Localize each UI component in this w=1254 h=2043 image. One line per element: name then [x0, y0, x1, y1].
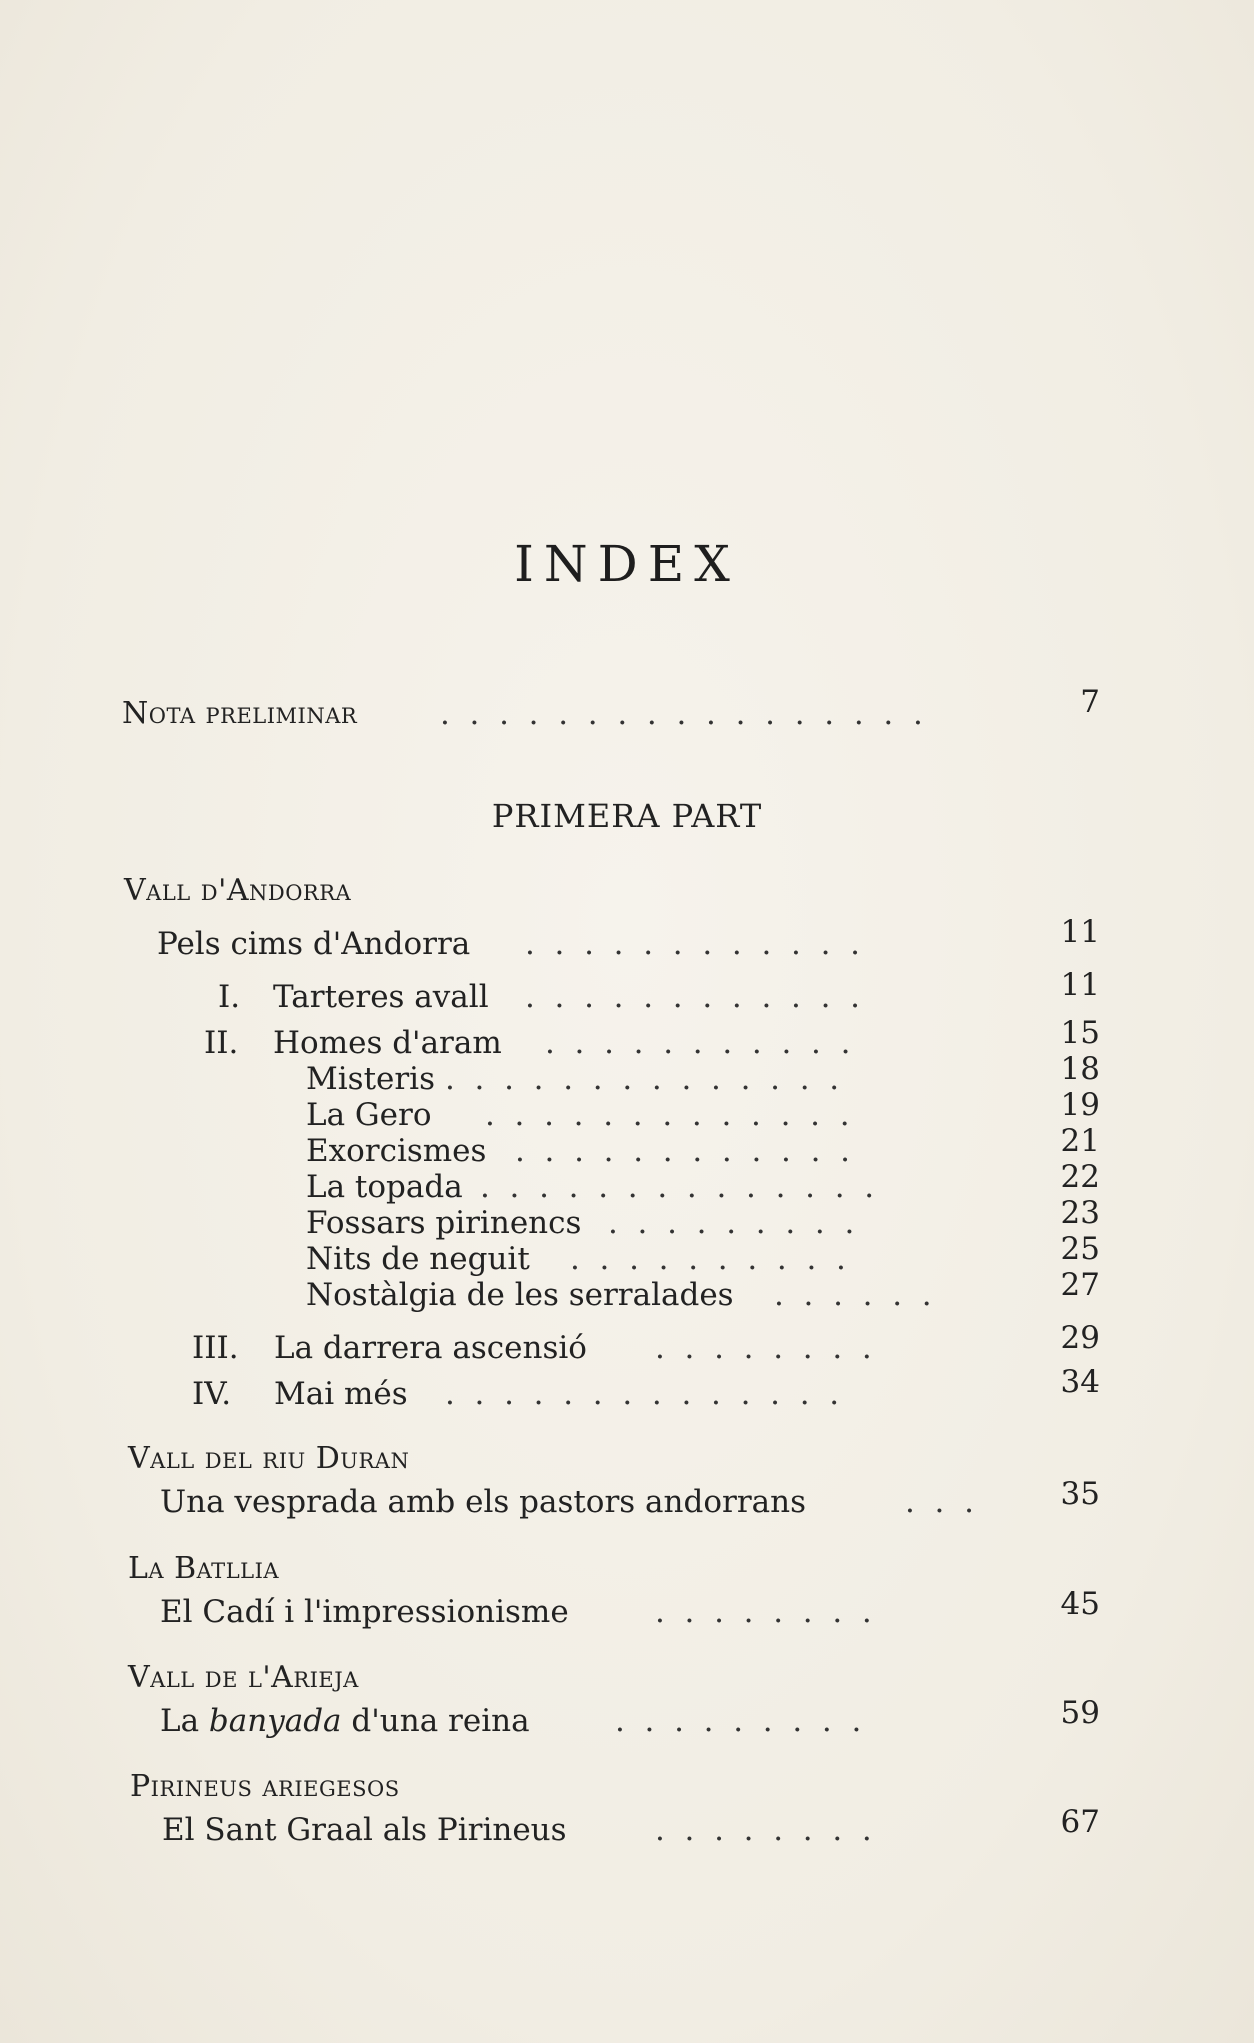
toc-entry[interactable] [0, 1267, 1254, 1315]
leader-dots: . . . . . . . . [655, 1812, 872, 1848]
section-heading-pirineus: Pirineus ariegesos [130, 1769, 400, 1804]
page-title: INDEX [514, 535, 740, 593]
leader-dots: . . . . . . . . . . . . [525, 979, 861, 1015]
entry-label: Fossars pirinencs [306, 1205, 582, 1241]
page-number: 29 [1060, 1320, 1100, 1356]
page-number: 11 [1060, 914, 1100, 950]
page-number: 7 [1080, 684, 1100, 720]
page-number: 19 [1060, 1087, 1100, 1123]
leader-dots: . . . . . . . . . . . . . . [445, 1061, 840, 1097]
entry-label: Exorcismes [306, 1133, 487, 1169]
page-number: 15 [1060, 1015, 1100, 1051]
page-number: 22 [1060, 1159, 1100, 1195]
entry-label: Homes d'aram [273, 1025, 502, 1061]
page-number: 25 [1060, 1231, 1100, 1267]
entry-label: Nits de neguit [306, 1241, 530, 1277]
toc-entry[interactable] [0, 1804, 1254, 1850]
leader-dots: . . . . . . . . . . [570, 1241, 846, 1277]
entry-label-post: d'una reina [341, 1703, 530, 1739]
toc-entry[interactable] [0, 1476, 1254, 1522]
entry-number: I. [218, 979, 241, 1015]
toc-entry[interactable] [0, 967, 1254, 1017]
entry-number: II. [204, 1025, 239, 1061]
entry-number: IV. [192, 1376, 232, 1412]
leader-dots: . . . . . . . . . . . . . . . . . [440, 696, 923, 732]
leader-dots: . . . . . . . . . . . [545, 1025, 851, 1061]
toc-entry[interactable] [0, 914, 1254, 964]
entry-label: Pels cims d'Andorra [157, 926, 471, 962]
page-number: 35 [1060, 1476, 1100, 1512]
leader-dots: . . . . . . . . [655, 1330, 872, 1366]
entry-label [160, 1701, 530, 1741]
page-number: 34 [1060, 1364, 1100, 1400]
part-heading: PRIMERA PART [491, 797, 763, 835]
entry-label: La topada [306, 1169, 463, 1205]
toc-entry-nota[interactable] [0, 684, 1254, 734]
page-number: 21 [1060, 1123, 1100, 1159]
toc-entry[interactable] [0, 1364, 1254, 1414]
page-number: 45 [1060, 1586, 1100, 1622]
entry-label: Nostàlgia de les serralades [306, 1277, 734, 1313]
section-heading-duran: Vall del riu Duran [128, 1441, 410, 1476]
entry-label: Mai més [274, 1376, 408, 1412]
entry-label: Una vesprada amb els pastors andorrans [160, 1484, 807, 1520]
entry-label-italic: banyada [208, 1703, 342, 1739]
page-number: 23 [1060, 1195, 1100, 1231]
page-number: 27 [1060, 1267, 1100, 1303]
leader-dots: . . . . . . . . . . . . [525, 926, 861, 962]
entry-label: La Gero [306, 1097, 432, 1133]
entry-number: III. [192, 1330, 239, 1366]
entry-label: Misteris [306, 1061, 436, 1097]
entry-label: La darrera ascensió [274, 1330, 587, 1366]
leader-dots: . . . [905, 1484, 974, 1520]
entry-label: El Sant Graal als Pirineus [162, 1812, 567, 1848]
page-number: 67 [1060, 1804, 1100, 1840]
leader-dots: . . . . . . [774, 1277, 932, 1313]
leader-dots: . . . . . . . . . [608, 1205, 855, 1241]
leader-dots: . . . . . . . . . . . . [515, 1133, 851, 1169]
section-heading-batllia: La Batllia [128, 1551, 280, 1586]
entry-label: Nota preliminar [122, 696, 358, 731]
leader-dots: . . . . . . . . . . . . . [485, 1097, 850, 1133]
leader-dots: . . . . . . . . . [615, 1703, 862, 1739]
leader-dots: . . . . . . . . . . . . . . [445, 1376, 840, 1412]
entry-label-pre: La [160, 1703, 209, 1739]
entry-label: Tarteres avall [273, 979, 489, 1015]
page-number: 18 [1060, 1051, 1100, 1087]
leader-dots: . . . . . . . . . . . . . . [480, 1169, 875, 1205]
page-number: 11 [1060, 967, 1100, 1003]
section-heading-andorra: Vall d'Andorra [124, 873, 352, 908]
entry-label: El Cadí i l'impressionisme [160, 1594, 569, 1630]
toc-entry[interactable] [0, 1695, 1254, 1741]
section-heading-arieja: Vall de l'Arieja [128, 1660, 359, 1695]
page-number: 59 [1060, 1695, 1100, 1731]
toc-entry[interactable] [0, 1586, 1254, 1632]
leader-dots: . . . . . . . . [655, 1594, 872, 1630]
